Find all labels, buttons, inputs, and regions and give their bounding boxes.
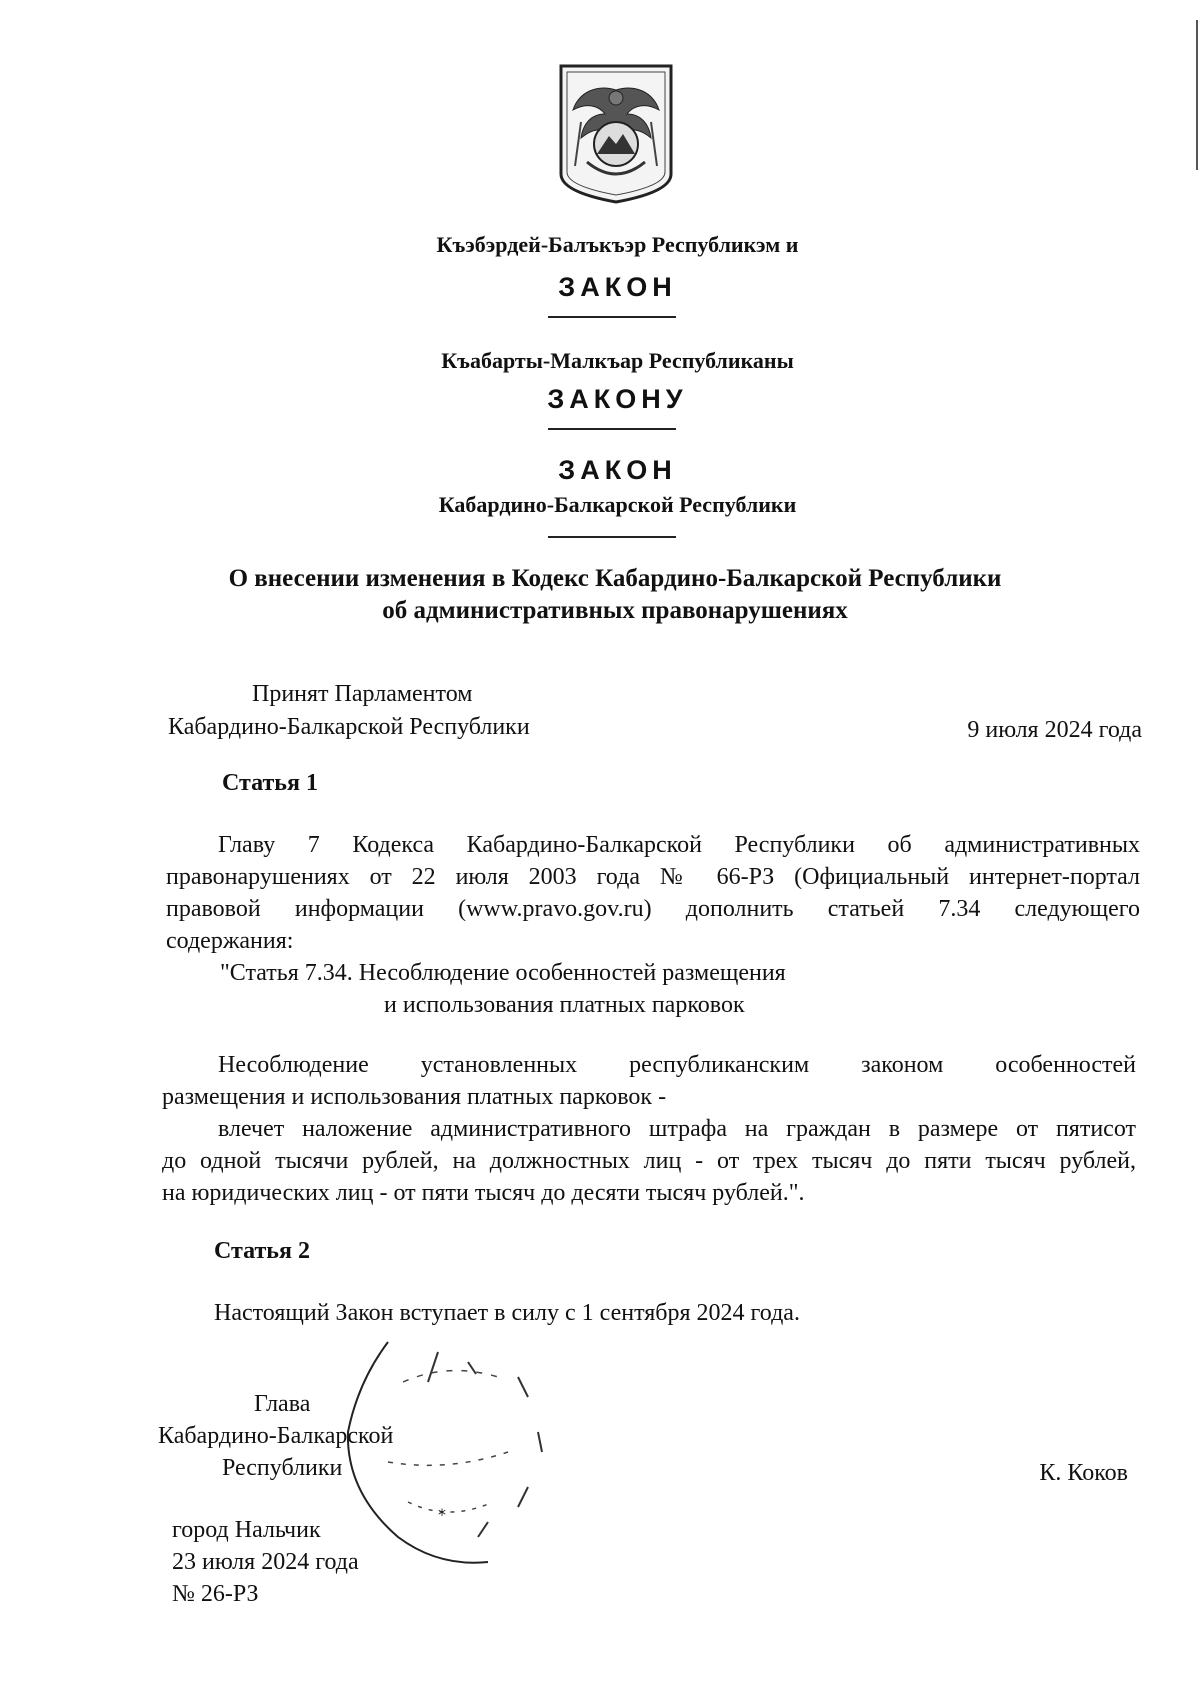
signatory-name: К. Коков	[1039, 1460, 1128, 1486]
paragraph-line: правонарушениях от 22 июля 2003 года № 66-РЗ (Официальный интернет-портал	[166, 864, 1140, 890]
signatory-role-line: Кабардино-Балкарской	[158, 1423, 394, 1449]
divider	[548, 316, 676, 318]
signatory-role-line: Республики	[222, 1455, 343, 1481]
adoption-line: Принят Парламентом	[252, 681, 473, 707]
paragraph-line: Несоблюдение установленных республиканским законом особенностей	[218, 1052, 1136, 1078]
divider	[548, 536, 676, 538]
adoption-date: 9 июля 2024 года	[967, 717, 1142, 743]
russian-law-title: ЗАКОН	[558, 455, 677, 485]
quoted-article-title: "Статья 7.34. Несоблюдение особенностей размещения	[220, 960, 786, 986]
quoted-article-title: и использования платных парковок	[384, 992, 745, 1018]
article-heading: Статья 2	[214, 1238, 310, 1264]
law-title-line: об административных правонарушениях	[382, 597, 848, 624]
signatory-role-line: Глава	[254, 1391, 311, 1417]
scan-edge-mark	[1196, 20, 1198, 170]
paragraph-line: влечет наложение административного штрафа на граждан в размере от пятисот	[218, 1116, 1136, 1142]
law-title	[150, 563, 1080, 627]
paragraph-line: до одной тысячи рублей, на должностных лиц - от трех тысяч до пяти тысяч рублей,	[162, 1148, 1136, 1174]
paragraph-line: содержания:	[166, 928, 294, 954]
footer-date: 23 июля 2024 года	[172, 1549, 359, 1575]
footer-city: город Нальчик	[172, 1517, 321, 1543]
balkar-law-title: ЗАКОНУ	[547, 384, 688, 414]
law-title-line: О внесении изменения в Кодекс Кабардино-Балкарской Республики	[228, 565, 1002, 592]
footer-number: № 26-РЗ	[172, 1581, 259, 1607]
paragraph-line: размещения и использования платных парковок -	[162, 1084, 667, 1110]
paragraph-line: правовой информации (www.pravo.gov.ru) дополнить статьей 7.34 следующего	[166, 896, 1140, 922]
kabardian-republic-line: Къэбэрдей-Балъкъэр Республикэм и	[436, 232, 799, 257]
paragraph-line: Настоящий Закон вступает в силу с 1 сентября 2024 года.	[214, 1300, 800, 1326]
russian-republic-line: Кабардино-Балкарской Республики	[438, 492, 797, 517]
paragraph-line: на юридических лиц - от пяти тысяч до десяти тысяч рублей.".	[162, 1180, 805, 1206]
kabardian-law-title: ЗАКОН	[558, 272, 677, 302]
svg-text:*: *	[438, 1505, 446, 1524]
coat-of-arms-emblem	[557, 62, 675, 204]
balkar-republic-line: Къабарты-Малкъар Республиканы	[441, 348, 794, 373]
divider	[548, 428, 676, 430]
article-heading: Статья 1	[222, 770, 318, 796]
paragraph-line: Главу 7 Кодекса Кабардино-Балкарской Республики об административных	[218, 832, 1140, 858]
adoption-line: Кабардино-Балкарской Республики	[168, 714, 530, 740]
